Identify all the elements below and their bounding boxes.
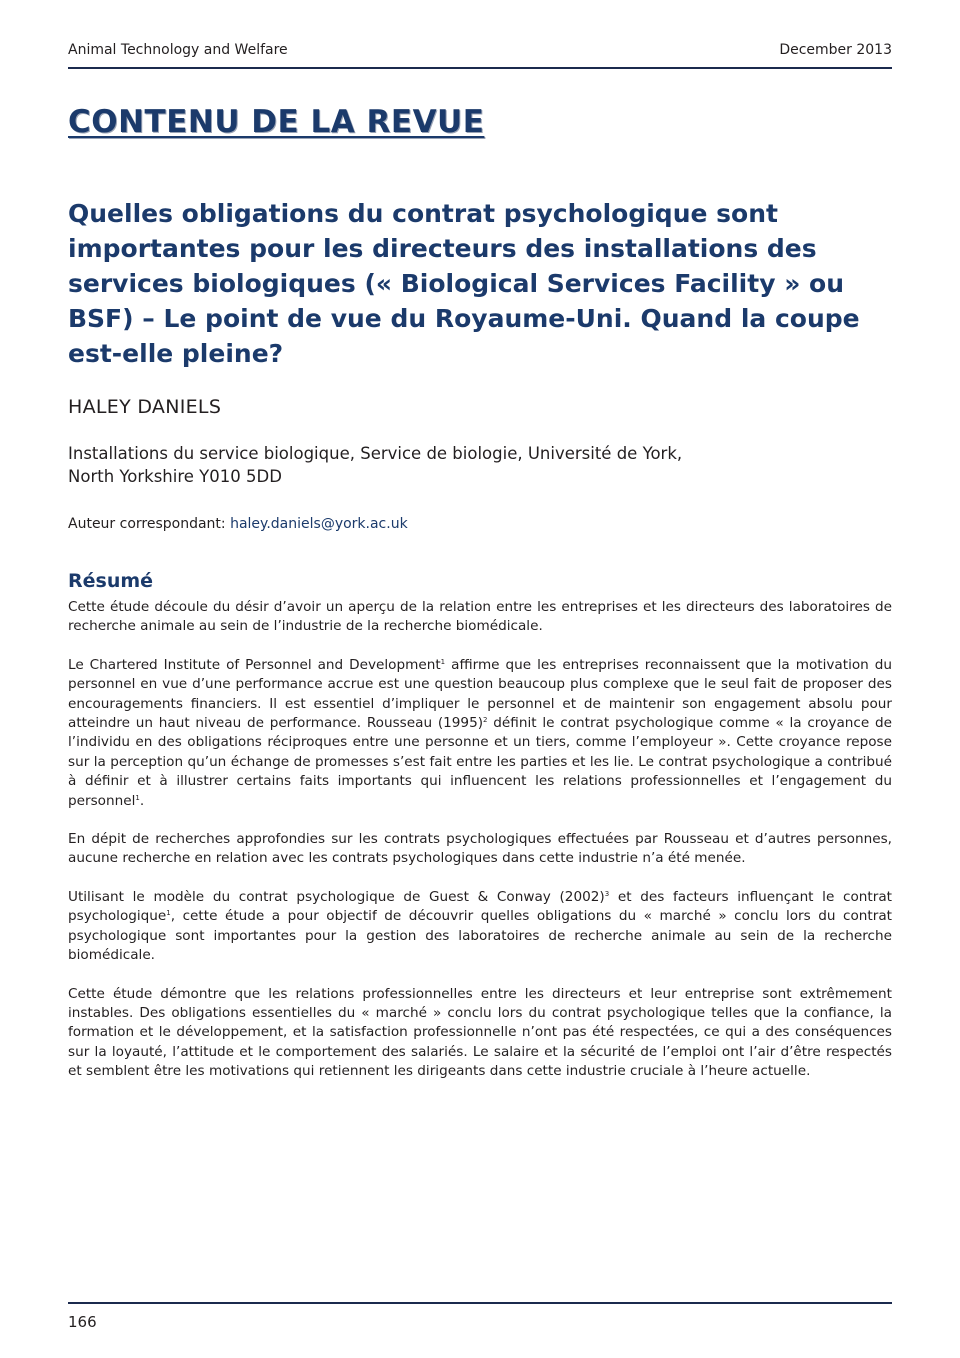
abstract-paragraph: En dépit de recherches approfondies sur les contrats psychologiques effectuées par Rousseau et d’autres personnes, aucune recherche en relation avec les contrats psychologiques dans cette industrie n’a été menée. — [68, 831, 892, 867]
corresponding-label: Auteur correspondant: — [68, 516, 231, 532]
footnote-ref: 2 — [483, 716, 488, 725]
journal-name: Animal Technology and Welfare — [68, 42, 288, 58]
abstract-heading: Résumé — [68, 570, 154, 592]
header-divider — [68, 67, 892, 69]
footnote-ref: 3 — [604, 889, 610, 898]
email-link[interactable]: haley.daniels@york.ac.uk — [230, 516, 408, 532]
author-affiliation — [68, 442, 892, 488]
abstract-paragraph: Cette étude découle du désir d’avoir un aperçu de la relation entre les entreprises et les directeurs des laboratoires de recherche animale au sein de l’industrie de la recherche biomédicale. — [68, 599, 892, 635]
footnote-ref: 1 — [440, 657, 446, 666]
affiliation-line: North Yorkshire Y010 5DD — [68, 467, 282, 486]
author-name: HALEY DANIELS — [68, 396, 222, 418]
abstract-body — [68, 598, 892, 1101]
corresponding-author — [68, 516, 408, 532]
abstract-paragraph: Le Chartered Institute of Personnel and Development$^1$ affirme que les entreprises reconnaissent que la motivation du personnel en vue d’une performance accrue est une question beaucoup plus complexe que le seul fait de proposer des encouragements financiers. Il est essentiel d’impliquer le personnel et de maintenir son engagement absolu pour atteindre un haut niveau de performance. Rousseau $(1995)^2$ définit le contrat psychologique comme « la croyance de l’individu en des obligations réciproques entre une personne et un tiers, comme l’employeur ». Cette croyance repose sur la perception qu’un échange de promesses s’est fait entre les parties et les lie. Le contrat psychologique a contribué à définir et à illustrer certains faits importants qui influencent les relations professionnelles et l’engagement du personnel$^1$. — [68, 656, 893, 809]
affiliation-line: Installations du service biologique, Service de biologie, Université de York, — [68, 444, 683, 463]
footnote-ref: 1 — [166, 909, 171, 918]
article-title: Quelles obligations du contrat psychologique sont importantes pour les directeurs des installations des services biologiques (« Biological Services Facility » ou BSF) – Le point de vue du Royaume-Uni. Quand la coupe est-elle pleine? — [68, 199, 860, 368]
section-title: CONTENU DE LA REVUE — [68, 104, 485, 140]
page-number: 166 — [68, 1313, 97, 1331]
footnote-ref: 1 — [135, 793, 140, 802]
abstract-paragraph: Utilisant le modèle du contrat psychologique de Guest & Conway $(2002)^3$ et des facteurs influençant le contrat psychologique$^1$, cette étude a pour objectif de découvrir quelles obligations du « marché » conclu lors du contrat psychologique sont importantes pour la gestion des laboratoires de recherche animale au sein de la recherche biomédicale. — [68, 888, 892, 964]
issue-date: December 2013 — [779, 42, 892, 58]
running-header — [68, 42, 892, 62]
footer-divider — [68, 1302, 892, 1304]
abstract-paragraph: Cette étude démontre que les relations professionnelles entre les directeurs et leur entreprise sont extrêmement instables. Des obligations essentielles du « marché » conclu lors du contrat psychologique telles que la confiance, la formation et le développement, et la satisfaction professionnelle n’ont pas été respectées, ce qui a des conséquences sur la loyauté, l’attitude et le comportement des salariés. Le salaire et la sécurité de l’emploi ont l’air d’être respectés et semblent être les motivations qui retiennent les dirigeants dans cette industrie cruciale à l’heure actuelle. — [68, 985, 892, 1080]
